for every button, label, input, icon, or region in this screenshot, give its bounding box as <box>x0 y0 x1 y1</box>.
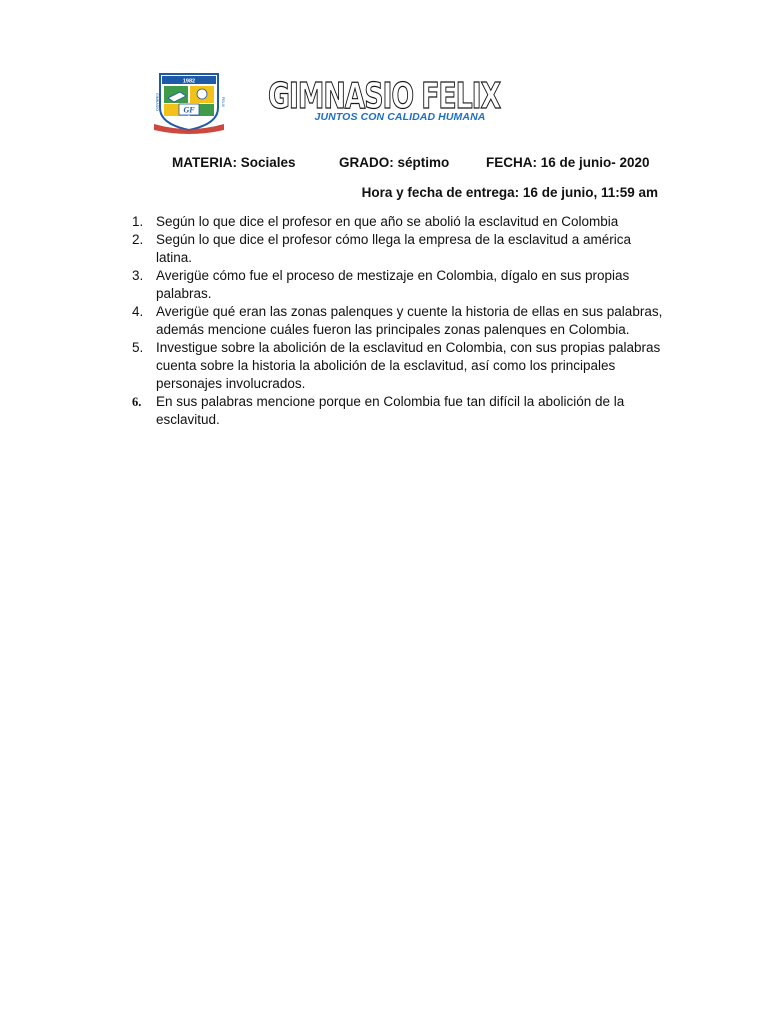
question-number: 1. <box>132 214 144 229</box>
delivery-deadline: Hora y fecha de entrega: 16 de junio, 11:59 am <box>361 185 658 200</box>
question-text: Según lo que dice el profesor cómo llega la empresa de la esclavitud a américa latina. <box>156 232 632 265</box>
question-item <box>130 339 670 393</box>
svg-text:FELIX: FELIX <box>221 97 225 107</box>
svg-text:GIMNASIO FELIX: GIMNASIO FELIX <box>268 76 502 117</box>
question-item <box>130 231 670 267</box>
question-item <box>130 393 670 429</box>
grade-label: GRADO: séptimo <box>339 155 450 170</box>
question-number: 6. <box>132 395 142 409</box>
question-text: En sus palabras mencione porque en Colombia fue tan difícil la abolición de la esclavitud. <box>156 394 625 427</box>
question-text: Según lo que dice el profesor en que año se abolió la esclavitud en Colombia <box>156 214 619 229</box>
question-item <box>130 267 670 303</box>
date-label: FECHA: 16 de junio- 2020 <box>486 155 650 170</box>
question-text: Investigue sobre la abolición de la esclavitud en Colombia, con sus propias palabras cuenta sobre la historia la abolición de la esclavitud, así como los principales personajes involucrados. <box>156 340 661 391</box>
question-text: Averigüe cómo fue el proceso de mestizaje en Colombia, dígalo en sus propias palabras. <box>156 268 630 301</box>
questions-list <box>130 213 670 429</box>
school-crest-logo <box>150 68 228 136</box>
svg-text:GIMNASIO: GIMNASIO <box>155 93 159 111</box>
question-number: 5. <box>132 340 144 355</box>
question-number: 2. <box>132 232 144 247</box>
svg-text:GF: GF <box>183 105 195 115</box>
question-number: 4. <box>132 304 144 319</box>
svg-text:1982: 1982 <box>182 78 196 85</box>
question-item <box>130 303 670 339</box>
question-number: 3. <box>132 268 144 283</box>
question-item <box>130 213 670 231</box>
school-motto: JUNTOS CON CALIDAD HUMANA <box>314 111 486 123</box>
subject-label: MATERIA: Sociales <box>172 155 296 170</box>
question-text: Averigüe qué eran las zonas palenques y cuente la historia de ellas en sus palabras, además mencione cuáles fueron las principales zonas palenques en Colombia. <box>156 304 663 337</box>
